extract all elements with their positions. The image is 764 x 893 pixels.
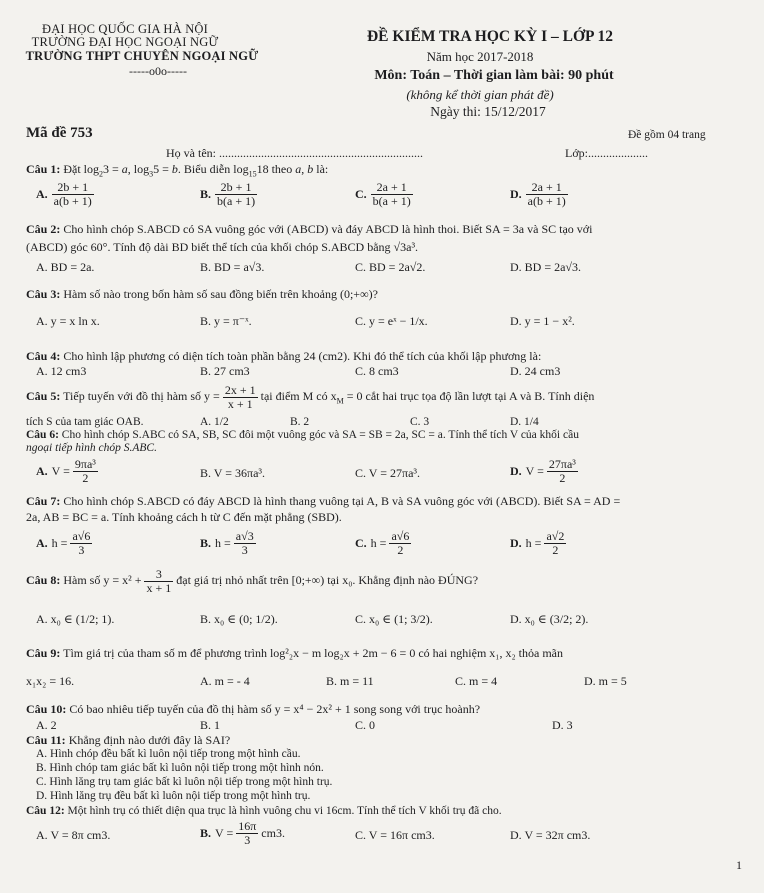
exam-subject: Môn: Toán – Thời gian làm bài: 90 phút [374, 68, 614, 83]
question-9 [26, 646, 563, 661]
q5-option-c[interactable]: C. 3 [410, 416, 430, 428]
q7-option-d[interactable]: D. h = $\frac{a√2}{2}$ [510, 529, 565, 557]
question-label: Câu 9: [26, 646, 61, 660]
q4-option-d[interactable]: D. 24 cm3 [510, 364, 561, 378]
page-number: 1 [736, 858, 742, 872]
q5-option-d[interactable]: D. 1/4 [510, 416, 539, 428]
q7-option-a[interactable]: A. h = $\frac{a√6}{3}$ [36, 529, 91, 557]
question-7 [26, 494, 620, 509]
exam-code: Mã đề 753 [26, 125, 93, 141]
school-year: Năm học 2017-2018 [426, 49, 534, 64]
exam-note: (không kể thời gian phát đề) [406, 87, 554, 102]
school-divider: -----o0o----- [129, 64, 187, 78]
q9-option-d[interactable]: D. m = 5 [584, 674, 627, 688]
q3-option-a[interactable]: A. y = x ln x. [36, 314, 100, 328]
question-9-line2: x₁x₂ = 16. [26, 674, 75, 688]
q5-option-a[interactable]: A. 1/2 [200, 416, 229, 428]
q2-option-b[interactable]: B. BD = a√3. [200, 260, 265, 274]
q8-option-b[interactable]: B. x₀ ∈ (0; 1/2). [200, 612, 278, 626]
q8-option-d[interactable]: D. x₀ ∈ (3/2; 2). [510, 612, 589, 626]
exam-title: ĐỀ KIỂM TRA HỌC KỲ I – LỚP 12 [366, 28, 614, 45]
q3-option-b[interactable]: B. y = π⁻ˣ. [200, 314, 252, 328]
question-label: Câu 4: [26, 349, 61, 363]
question-text: Có bao nhiêu tiếp tuyến của đồ thị hàm số y = x⁴ − 2x² + 1 song song với trục hoành? [69, 702, 481, 716]
question-text: Một hình trụ có thiết diện qua trục là hình vuông chu vi 16cm. Tính thể tích V khối trụ đã cho. [67, 805, 502, 817]
question-5-line2: tích S của tam giác OAB. [26, 416, 144, 428]
q2-option-d[interactable]: D. BD = 2a√3. [510, 260, 582, 274]
question-label: Câu 2: [26, 222, 61, 236]
page-count: Đề gồm 04 trang [628, 129, 706, 141]
q9-option-b[interactable]: B. m = 11 [326, 674, 374, 688]
q12-option-b[interactable]: B. V = $\frac{16\pi}{3}$ cm3. [200, 819, 285, 847]
exam-date: Ngày thi: 15/12/2017 [430, 104, 546, 119]
q4-option-c[interactable]: C. 8 cm3 [355, 364, 399, 378]
q6-option-d[interactable]: D. V = $\frac{\text{27πa³}}{2}$ [510, 457, 576, 485]
name-field: Họ và tên: .................................................................... [166, 146, 423, 160]
q1-option-d[interactable]: D. $\frac{2a + 1}{a(b + 1)}$ [510, 180, 566, 208]
question-text: Cho hình chóp S.ABC có SA, SB, SC đôi một vuông góc và SA = SB = 2a, SC = a. Tính thể tích V của khối cầu [61, 429, 579, 441]
q12-option-d[interactable]: D. V = 32π cm3. [510, 828, 591, 842]
q12-option-a[interactable]: A. V = 8π cm3. [36, 828, 111, 842]
question-10 [26, 702, 480, 717]
q8-option-c[interactable]: C. x₀ ∈ (1; 3/2). [355, 612, 433, 626]
question-text: Đặt [63, 162, 81, 176]
question-text: Khẳng định nào dưới đây là SAI? [68, 733, 231, 747]
question-label: Câu 6: [26, 429, 59, 441]
question-label: Câu 5: [26, 388, 61, 403]
q6-option-c[interactable]: C. V = 27πa³. [355, 466, 420, 480]
question-label: Câu 3: [26, 287, 61, 301]
question-text: Cho hình chóp S.ABCD có SA vuông góc với (ABCD) và đáy ABCD là hình thoi. Biết SA = 3a và SC tạo với [63, 222, 593, 236]
q7-option-b[interactable]: B. h = $\frac{a√3}{3}$ [200, 529, 254, 557]
question-2-line2: (ABCD) góc 60°. Tính độ dài BD biết thể tích của khối chóp S.ABCD bằng √3a³. [26, 240, 419, 254]
q1-option-a[interactable]: A. $\frac{2b + 1}{a(b + 1)}$ [36, 180, 92, 208]
question-8: Câu 8: Hàm số y = x² + $\frac{3}{x + 1}$ đạt giá trị nhỏ nhất trên [0;+∞) tại x₀. Khẳng định nào ĐÚNG? [26, 567, 479, 595]
q3-option-c[interactable]: C. y = eˣ − 1/x. [355, 314, 428, 328]
q9-option-c[interactable]: C. m = 4 [455, 674, 498, 688]
question-7-line2: 2a, AB = BC = a. Tính khoảng cách h từ C đến mặt phẳng (SBD). [26, 510, 342, 524]
question-11 [26, 733, 230, 748]
q11-option-b[interactable]: B. Hình chóp tam giác bất kì luôn nội tiếp trong một hình nón. [36, 762, 324, 774]
class-field: Lớp:.................... [565, 146, 649, 160]
q6-option-a[interactable]: A. V = $\frac{\text{9πa³}}{2}$ [36, 457, 96, 485]
q10-option-b[interactable]: B. 1 [200, 718, 221, 732]
question-text: Hàm số [63, 572, 101, 587]
q12-option-c[interactable]: C. V = 16π cm3. [355, 828, 435, 842]
question-text: Cho hình lập phương có diện tích toàn phần bằng 24 (cm2). Khi đó thể tích của khối lập phương là: [63, 349, 542, 363]
school-name: TRƯỜNG THPT CHUYÊN NGOẠI NGỮ [25, 49, 259, 63]
question-3 [26, 287, 378, 302]
q11-option-a[interactable]: A. Hình chóp đều bất kì luôn nội tiếp trong một hình cầu. [36, 748, 301, 760]
question-text: Tìm giá trị của tham số m để phương trình log²₂x − m log₂x + 2m − 6 = 0 có hai nghiệm x₁, x₂ thỏa mãn [63, 646, 563, 660]
q4-option-b[interactable]: B. 27 cm3 [200, 364, 250, 378]
question-text: Tiếp tuyến với đồ thị hàm số [63, 388, 202, 403]
q5-option-b[interactable]: B. 2 [290, 416, 310, 428]
q7-option-c[interactable]: C. h = $\frac{a√6}{2}$ [355, 529, 410, 557]
q1-option-c[interactable]: C. $\frac{2a + 1}{b(a + 1)}$ [355, 180, 411, 208]
q1-option-b[interactable]: B. $\frac{2b + 1}{b(a + 1)}$ [200, 180, 256, 208]
q11-option-c[interactable]: C. Hình lăng trụ tam giác bất kì luôn nội tiếp trong một hình trụ. [36, 776, 333, 788]
question-6-line2: ngoại tiếp hình chóp S.ABC. [26, 442, 157, 454]
question-label: Câu 12: [26, 805, 65, 817]
q10-option-a[interactable]: A. 2 [36, 718, 57, 732]
question-5: Câu 5: Tiếp tuyến với đồ thị hàm số y = $\frac{2x + 1}{x + 1}$ tại điểm M có $x_M = 0$ cắt hai trục tọa độ lần lượt tại A và B. Tính diện [26, 383, 595, 411]
q8-option-a[interactable]: A. x₀ ∈ (1/2; 1). [36, 612, 115, 626]
question-label: Câu 1: [26, 162, 61, 176]
question-2 [26, 222, 592, 237]
q1-math: $\log_23 = a$, $\log_35 = b$. Biểu diễn $\log_{15}18$ theo a, b là: [83, 162, 329, 179]
q10-option-d[interactable]: D. 3 [552, 718, 573, 732]
university-name: ĐẠI HỌC QUỐC GIA HÀ NỘI [41, 22, 209, 36]
question-label: Câu 8: [26, 572, 61, 587]
question-4 [26, 349, 541, 364]
q10-option-c[interactable]: C. 0 [355, 718, 376, 732]
q4-option-a[interactable]: A. 12 cm3 [36, 364, 87, 378]
q9-option-a[interactable]: A. m = - 4 [200, 674, 250, 688]
q2-option-c[interactable]: C. BD = 2a√2. [355, 260, 426, 274]
q3-option-d[interactable]: D. y = 1 − x². [510, 314, 575, 328]
question-text: Cho hình chóp S.ABCD có đáy ABCD là hình thang vuông tại A, B và SA vuông góc với (ABCD). Biết SA = AD = [63, 494, 621, 508]
q6-option-b[interactable]: B. V = 36πa³. [200, 466, 265, 480]
question-6 [26, 429, 579, 441]
question-label: Câu 10: [26, 702, 67, 716]
faculty-name: TRƯỜNG ĐẠI HỌC NGOẠI NGỮ [31, 35, 219, 49]
question-label: Câu 11: [26, 733, 66, 747]
question-1 [26, 162, 328, 178]
question-label: Câu 7: [26, 494, 61, 508]
question-12 [26, 805, 502, 817]
q2-option-a[interactable]: A. BD = 2a. [36, 260, 95, 274]
q11-option-d[interactable]: D. Hình lăng trụ đều bất kì luôn nội tiếp trong một hình trụ. [36, 790, 311, 802]
question-text: Hàm số nào trong bốn hàm số sau đồng biến trên khoảng (0;+∞)? [63, 287, 378, 301]
